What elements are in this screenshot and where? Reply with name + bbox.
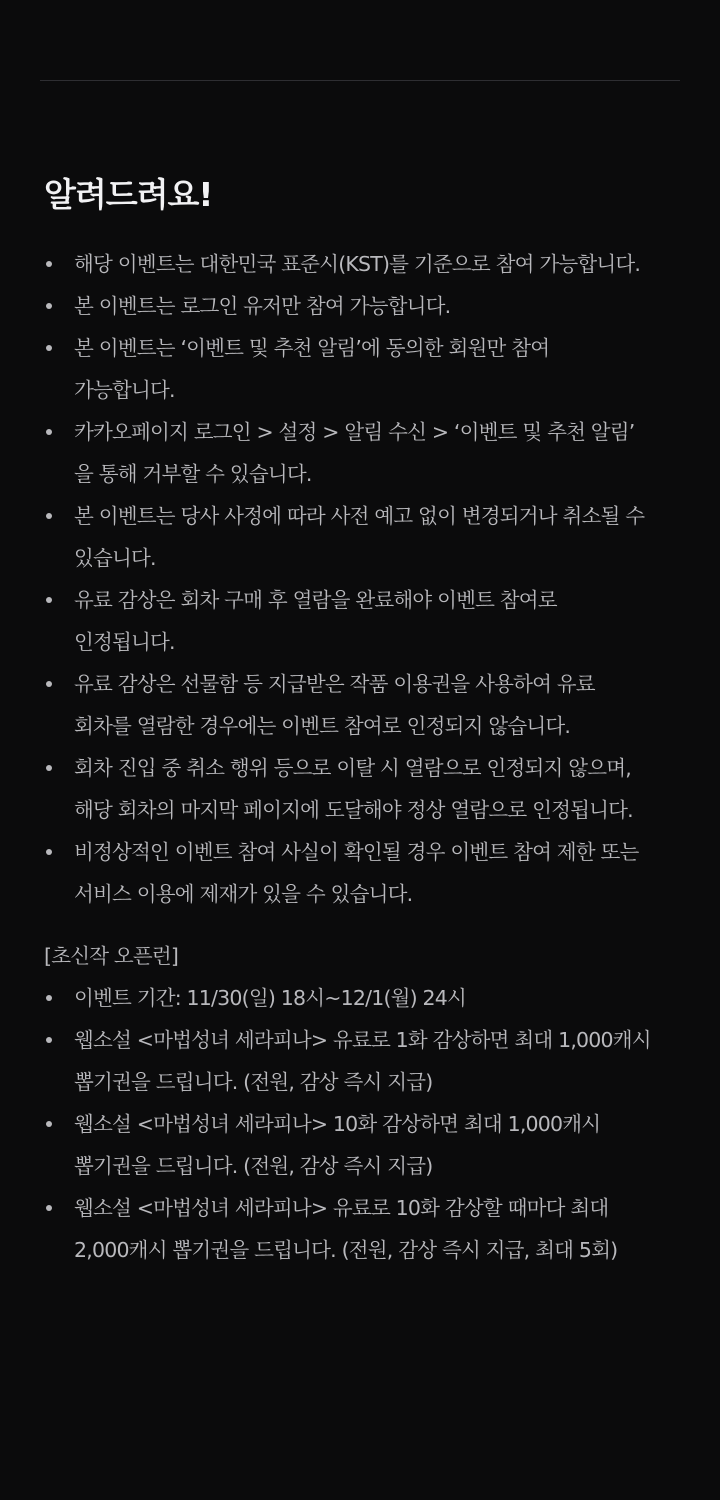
bullet-icon (46, 1037, 52, 1043)
event-line: 웹소설 <마법성녀 세라피나> 유료로 1화 감상하면 최대 1,000캐시 (74, 1028, 651, 1052)
bullet-icon (46, 995, 52, 1001)
notice-line: 회차 진입 중 취소 행위 등으로 이탈 시 열람으로 인정되지 않으며, (74, 756, 631, 780)
notice-item (44, 495, 684, 579)
event-item (44, 1103, 684, 1187)
bullet-icon (46, 303, 52, 309)
notice-line: 본 이벤트는 로그인 유저만 참여 가능합니다. (74, 294, 451, 318)
notice-line: 있습니다. (74, 546, 156, 570)
notice-line: 가능합니다. (74, 378, 175, 402)
bullet-icon (46, 1121, 52, 1127)
bullet-icon (46, 849, 52, 855)
event-item (44, 1019, 684, 1103)
notice-line: 인정됩니다. (74, 630, 175, 654)
event-line: 뽑기권을 드립니다. (전원, 감상 즉시 지급) (74, 1154, 433, 1178)
notice-line: 본 이벤트는 ‘이벤트 및 추천 알림’에 동의한 회원만 참여 (74, 336, 550, 360)
event-item (44, 1187, 684, 1271)
event-line: 이벤트 기간: 11/30(일) 18시~12/1(월) 24시 (74, 986, 467, 1010)
notice-line: 해당 이벤트는 대한민국 표준시(KST)를 기준으로 참여 가능합니다. (74, 252, 641, 276)
event-list (44, 977, 684, 1271)
bullet-icon (46, 261, 52, 267)
page-title: 알려드려요! (44, 175, 213, 214)
notice-item (44, 663, 684, 747)
bullet-icon (46, 513, 52, 519)
notice-line: 을 통해 거부할 수 있습니다. (74, 462, 312, 486)
notice-line: 유료 감상은 회차 구매 후 열람을 완료해야 이벤트 참여로 (74, 588, 557, 612)
notice-line: 서비스 이용에 제재가 있을 수 있습니다. (74, 882, 413, 906)
bullet-icon (46, 765, 52, 771)
notice-line: 유료 감상은 선물함 등 지급받은 작품 이용권을 사용하여 유료 (74, 672, 595, 696)
bullet-icon (46, 597, 52, 603)
notice-line: 카카오페이지 로그인 > 설정 > 알림 수신 > ‘이벤트 및 추천 알림’ (74, 420, 635, 444)
bullet-icon (46, 429, 52, 435)
notice-line: 본 이벤트는 당사 사정에 따라 사전 예고 없이 변경되거나 취소될 수 (74, 504, 645, 528)
notice-item (44, 285, 684, 327)
section-label: [초신작 오픈런] (44, 944, 179, 968)
bullet-icon (46, 681, 52, 687)
event-line: 웹소설 <마법성녀 세라피나> 10화 감상하면 최대 1,000캐시 (74, 1112, 601, 1136)
notice-item (44, 831, 684, 915)
notice-item (44, 579, 684, 663)
notice-item (44, 411, 684, 495)
notice-item (44, 243, 684, 285)
bullet-icon (46, 1205, 52, 1211)
top-divider (40, 80, 680, 81)
event-line: 2,000캐시 뽑기권을 드립니다. (전원, 감상 즉시 지급, 최대 5회) (74, 1238, 618, 1262)
notice-list (44, 243, 684, 915)
event-item (44, 977, 684, 1019)
notice-item (44, 747, 684, 831)
bullet-icon (46, 345, 52, 351)
event-line: 웹소설 <마법성녀 세라피나> 유료로 10화 감상할 때마다 최대 (74, 1196, 609, 1220)
notice-item (44, 327, 684, 411)
notice-line: 회차를 열람한 경우에는 이벤트 참여로 인정되지 않습니다. (74, 714, 571, 738)
notice-line: 비정상적인 이벤트 참여 사실이 확인될 경우 이벤트 참여 제한 또는 (74, 840, 639, 864)
event-line: 뽑기권을 드립니다. (전원, 감상 즉시 지급) (74, 1070, 433, 1094)
notice-line: 해당 회차의 마지막 페이지에 도달해야 정상 열람으로 인정됩니다. (74, 798, 633, 822)
